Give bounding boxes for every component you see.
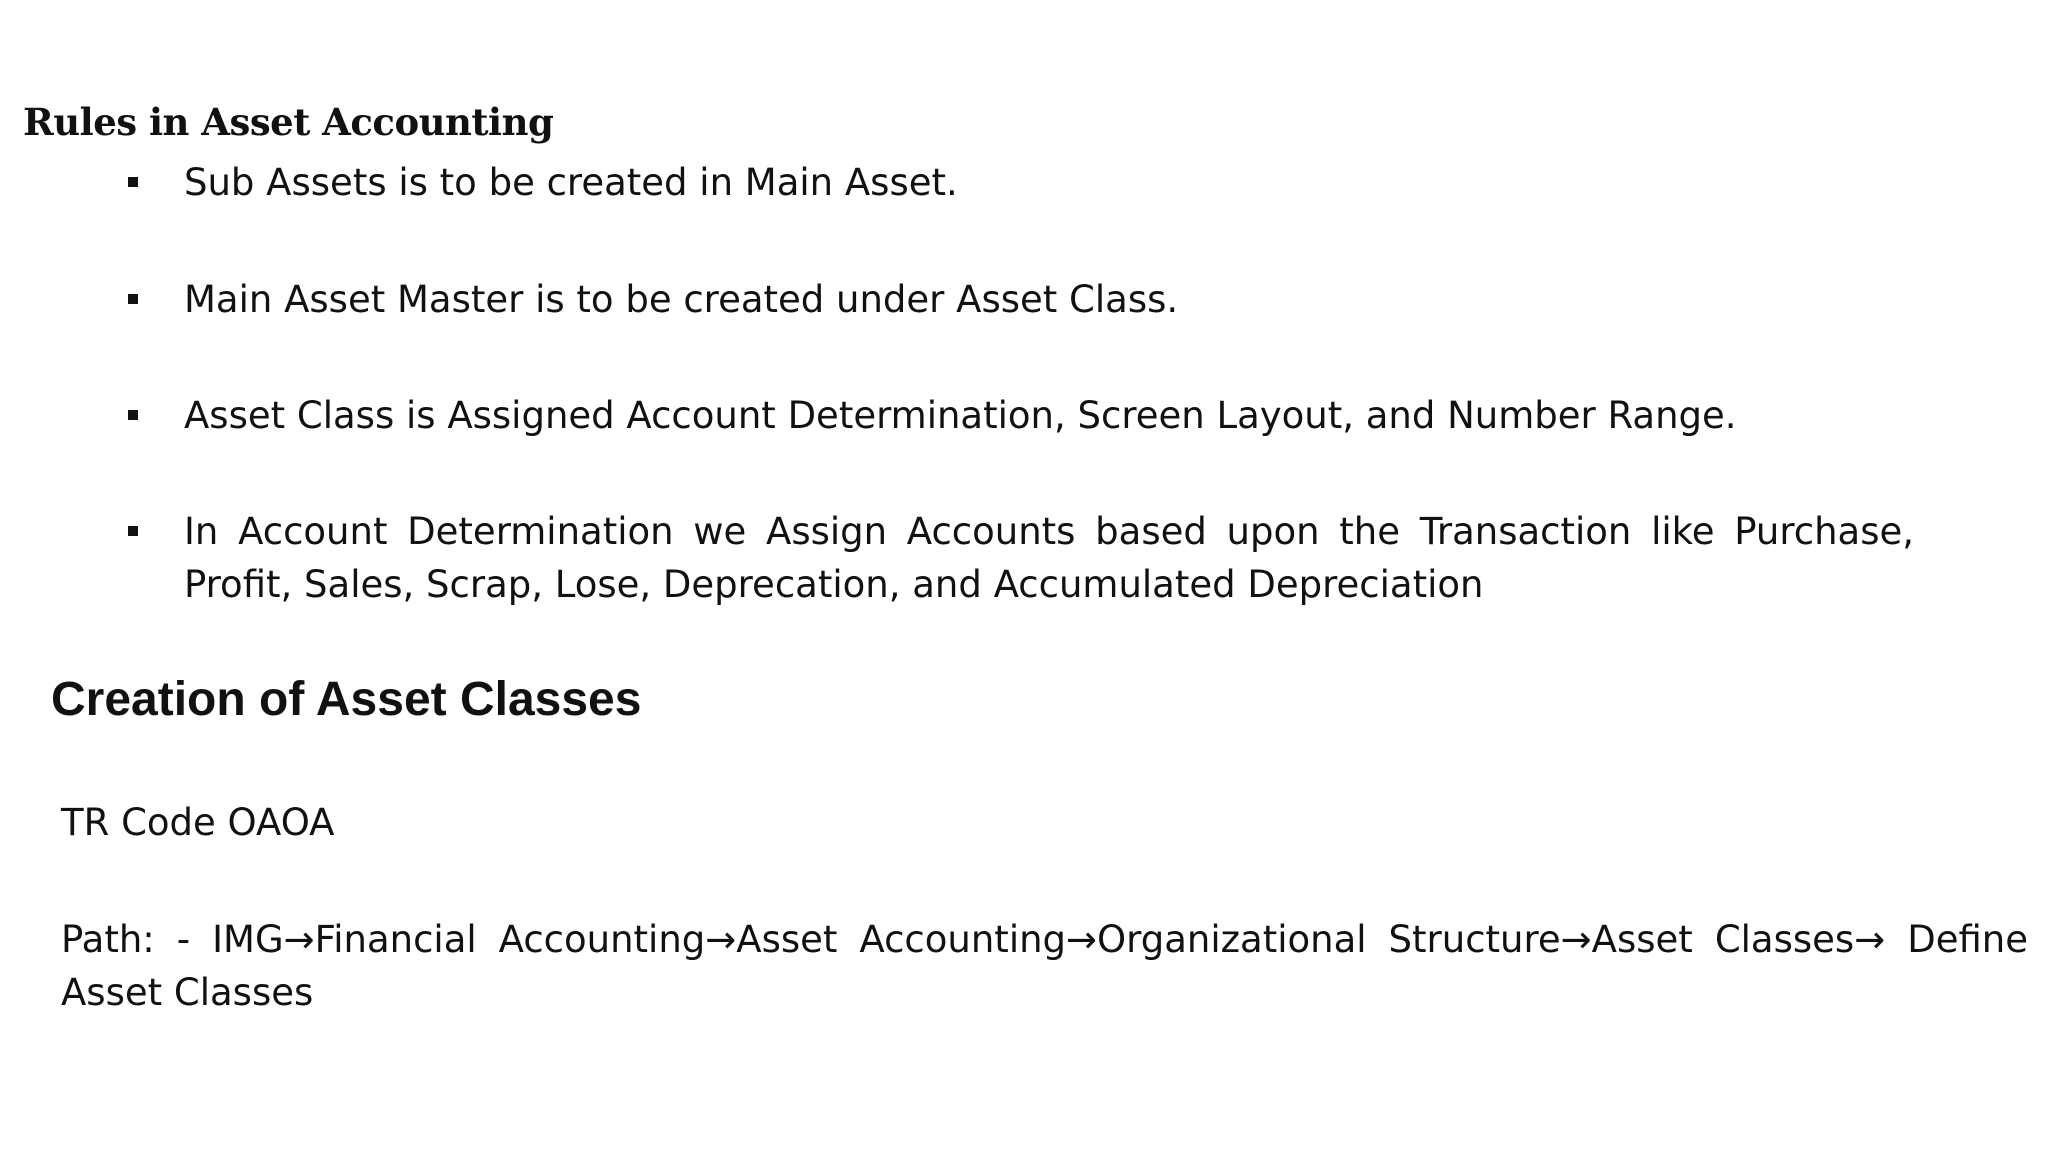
img-path-text: Path: - IMG→Financial Accounting→Asset Accounting→Organizational Structure→Asset Classes→ Define Asset Classes — [61, 918, 2028, 1014]
rule-text: Sub Assets is to be created in Main Asset. — [184, 161, 958, 204]
rule-text: In Account Determination we Assign Accounts based upon the Transaction like Purchase, Profit, Sales, Scrap, Lose, Deprecation, and Accumulated Depreciation — [184, 510, 1914, 606]
tr-code-text: TR Code OAOA — [61, 801, 335, 844]
square-bullet-icon — [128, 410, 138, 420]
creation-heading: Creation of Asset Classes — [51, 673, 642, 726]
square-bullet-icon — [128, 294, 138, 304]
square-bullet-icon — [128, 526, 138, 536]
rules-heading: Rules in Asset Accounting — [23, 100, 554, 144]
square-bullet-icon — [128, 177, 138, 187]
rule-text: Main Asset Master is to be created under Asset Class. — [184, 278, 1179, 321]
rule-text: Asset Class is Assigned Account Determination, Screen Layout, and Number Range. — [184, 394, 1737, 437]
